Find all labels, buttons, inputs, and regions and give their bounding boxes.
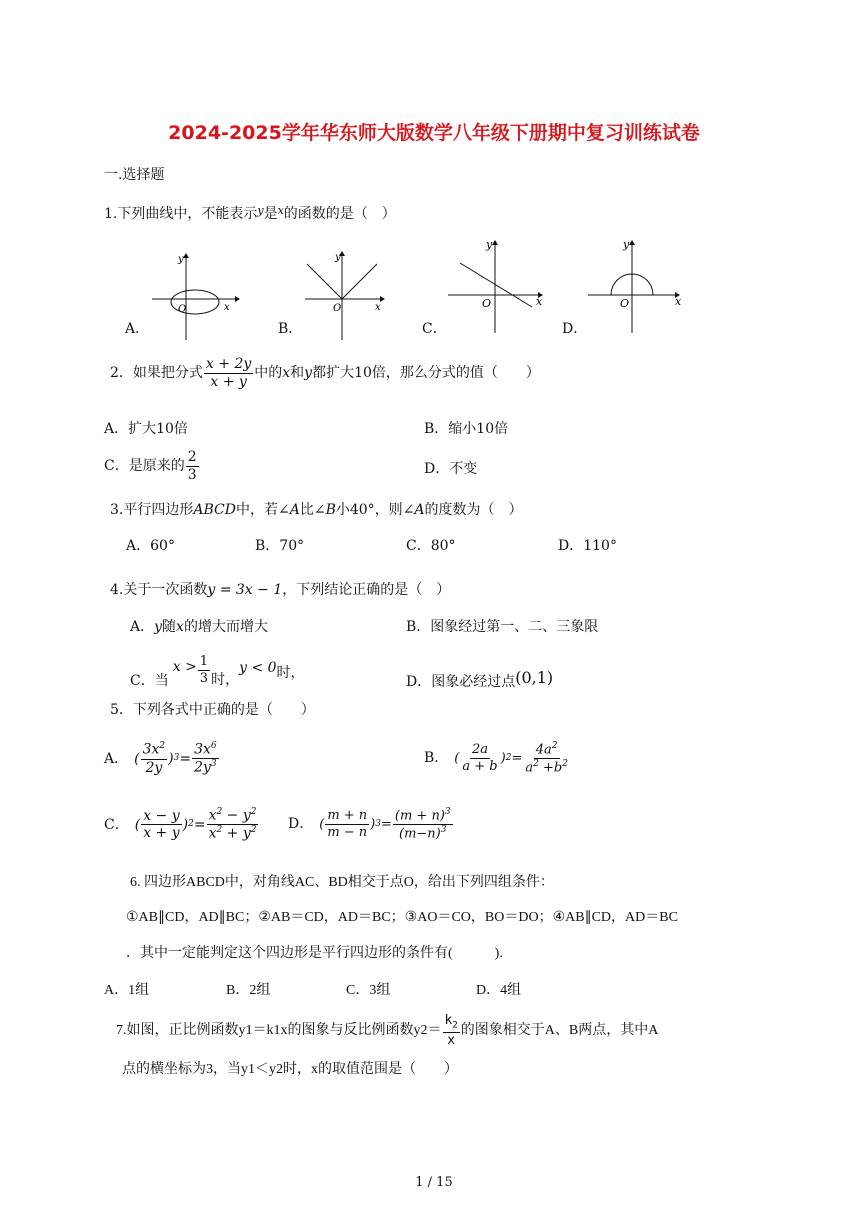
svg-text:y: y — [623, 238, 630, 251]
q1-option-b: B． — [278, 321, 303, 337]
q2-stem: 2．如果把分式 $\frac{x + 2y}{x + y}$ 中的 x 和 y 都扩大10倍，那么分式的值（ ） — [110, 356, 540, 390]
section-heading: 一.选择题 — [104, 167, 165, 183]
q1-graph-b-absolute-value — [295, 248, 395, 343]
q6-option-c: C．3组 — [346, 983, 391, 998]
svg-text:O: O — [620, 297, 630, 310]
svg-text:y: y — [178, 254, 184, 265]
q4-option-c: C．当 x > $\frac{1}{3}$ 时， y < 0 时， — [130, 653, 305, 689]
q6-conditions: ①AB∥CD，AD∥BC；②AB＝CD，AD＝BC；③AO＝CO，BO＝DO；④AB∥CD，AD＝BC — [126, 910, 678, 925]
svg-text:y: y — [486, 238, 493, 251]
q1-option-c: C． — [422, 321, 447, 337]
q2-option-d: D．不变 — [424, 461, 478, 477]
q3-option-d: D．110° — [558, 538, 617, 554]
q5-option-d: D． ( $\frac{m + n}{m - n}$ ) 3 = $\frac{(m + n)^3}{(m-n)^3}$ — [288, 807, 451, 842]
q1-graph-c-line — [440, 235, 555, 335]
svg-text:O: O — [333, 303, 342, 314]
q6-stem: 6. 四边形ABCD中，对角线AC、BD相交于点O，给出下列四组条件： — [130, 875, 554, 890]
q6-option-a: A．1组 — [104, 983, 150, 998]
q1-graph-a-ellipse — [140, 248, 250, 343]
q3-option-b: B．70° — [255, 538, 305, 554]
q4-option-d: D．图象必经过点(0,1) — [406, 668, 554, 690]
svg-text:O: O — [178, 304, 187, 315]
q2-fraction: $\frac{x + 2y}{x + y}$ — [205, 356, 252, 390]
q6-option-d: D．4组 — [476, 983, 522, 998]
svg-text:O: O — [482, 297, 492, 310]
q4-option-b: B．图象经过第一、二、三象限 — [406, 619, 599, 635]
q7-line2: 点的横坐标为3，当y1＜y2时，x的取值范围是（ ） — [122, 1062, 458, 1077]
q4-option-a: A．y随x的增大而增大 — [130, 619, 268, 635]
q1-option-a: A． — [125, 321, 150, 337]
q5-option-b: B． ( $\frac{2a}{a + b}$ ) 2 = $\frac{4a^2}{a^2 +b^2}$ — [424, 741, 568, 776]
svg-text:x: x — [675, 295, 682, 308]
document-title: 2024-2025学年华东师大版数学八年级下册期中复习训练试卷 — [168, 122, 700, 144]
q5-stem: 5．下列各式中正确的是（ ） — [110, 702, 315, 718]
q2-option-a: A．扩大10倍 — [104, 421, 188, 437]
q1-option-d: D． — [562, 321, 588, 337]
q2-option-b: B．缩小10倍 — [424, 421, 509, 437]
q5-option-a: A． ( $\frac{3x^2}{2y}$ ) 3 = $\frac{3x^6}{2y^3}$ — [104, 741, 217, 776]
q4-stem: 4.关于一次函数y = 3x − 1，下列结论正确的是（ ） — [110, 582, 451, 598]
q3-option-c: C．80° — [406, 538, 456, 554]
q3-stem: 3.平行四边形ABCD中，若∠A比∠B小40°，则∠A的度数为（ ） — [110, 502, 523, 518]
q1-stem: 1.下列曲线中，不能表示$^y$是$^x$的函数的是（ ） — [104, 204, 396, 222]
q3-option-a: A．60° — [126, 538, 175, 554]
q6-option-b: B．2组 — [226, 983, 271, 998]
svg-text:x: x — [375, 302, 381, 313]
q5-option-c: C． ( $\frac{x - y}{x + y}$ ) 2 = $\frac{x^2 - y^2}{x^2 + y^2}$ — [104, 807, 257, 842]
q7-stem: 7.如图，正比例函数y1＝k1x的图象与反比例函数y2＝ $\frac{k_2}{x}$ 的图象相交于A、B两点，其中A — [116, 1013, 659, 1049]
q1-graph-d-semicircle — [585, 235, 695, 335]
q6-tail: ．其中一定能判定这个四边形是平行四边形的条件有( ). — [126, 946, 503, 961]
q2-option-c: C．是原来的 $\frac{2}{3}$ — [104, 449, 197, 483]
svg-text:x: x — [224, 302, 230, 313]
page-number: 1 / 15 — [415, 1175, 453, 1190]
svg-text:x: x — [536, 295, 543, 308]
svg-text:y: y — [335, 252, 341, 263]
